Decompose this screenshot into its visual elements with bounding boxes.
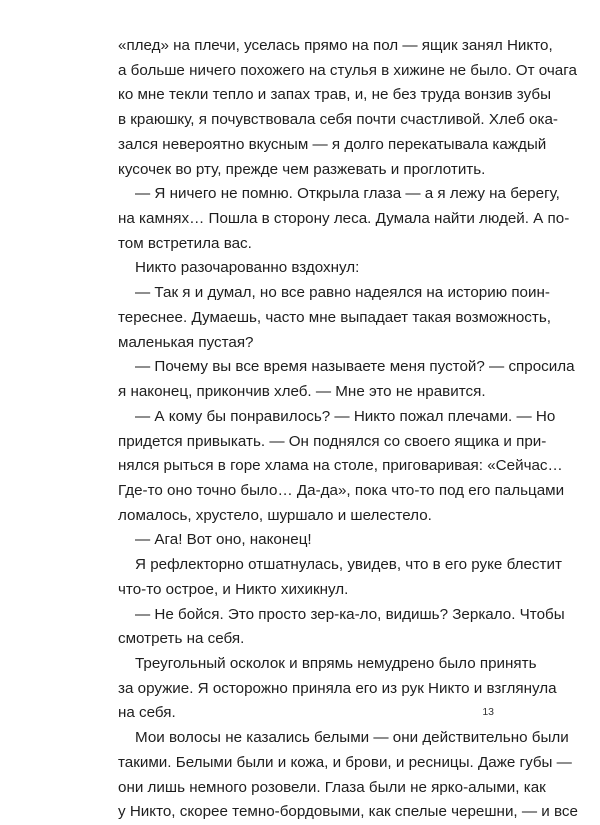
text-line: за оружие. Я осторожно приняла его из рук Никто и взглянула — [118, 679, 557, 697]
text-line: на камнях… Пошла в сторону леса. Думала найти людей. А по- — [118, 210, 570, 228]
text-line: тереснее. Думаешь, часто мне выпадает такая возможность, — [118, 308, 551, 326]
text-line: нялся рыться в горе хлама на столе, приговаривая: «Сейчас… — [118, 457, 563, 475]
text-line: Я рефлекторно отшатнулась, увидев, что в его руке блестит — [135, 556, 562, 574]
text-line: — Я ничего не помню. Открыла глаза — а я лежу на берегу, — [135, 185, 560, 203]
text-line: кусочек во рту, прежде чем разжевать и проглотить. — [118, 160, 486, 178]
text-line: смотреть на себя. — [118, 630, 245, 648]
text-line: у Никто, скорее темно-бордовыми, как спелые черешни, — и все — [118, 803, 578, 821]
text-line: ломалось, хрустело, шуршало и шелестело. — [118, 506, 432, 524]
text-line: Мои волосы не казались белыми — они действительно были — [135, 729, 569, 747]
text-line: в краюшку, я почувствовала себя почти счастливой. Хлеб ока- — [118, 111, 558, 129]
text-line: Треугольный осколок и впрямь немудрено было принять — [135, 654, 537, 672]
text-line: я наконец, прикончив хлеб. — Мне это не нравится. — [118, 383, 486, 401]
text-line: а больше ничего похожего на стулья в хижине не было. От очага — [118, 61, 577, 79]
text-line: такими. Белыми были и кожа, и брови, и ресницы. Даже губы — — [118, 753, 572, 771]
text-line: — Не бойся. Это просто зер-ка-ло, видишь? Зеркало. Чтобы — [135, 605, 565, 623]
text-line: придется привыкать. — Он поднялся со своего ящика и при- — [118, 432, 547, 450]
text-line: что-то острое, и Никто хихикнул. — [118, 580, 349, 598]
page-number: 13 — [482, 706, 494, 718]
text-line: «плед» на плечи, уселась прямо на пол — ящик занял Никто, — [118, 37, 553, 54]
text-line: они лишь немного розовели. Глаза были не ярко-алыми, как — [118, 778, 546, 796]
text-line: Где-то оно точно было… Да-да», пока что-то под его пальцами — [118, 481, 565, 499]
body-text — [118, 34, 578, 825]
text-line: зался невероятно вкусным — я долго перекатывала каждый — [118, 135, 547, 153]
text-line: — Почему вы все время называете меня пустой? — спросила — [135, 358, 575, 376]
text-line: том встретила вас. — [118, 234, 252, 252]
text-line: на себя. — [118, 704, 176, 722]
text-line: ко мне текли тепло и запах трав, и, не без труда вонзив зубы — [118, 86, 551, 104]
text-line: — Так я и думал, но все равно надеялся на историю поин- — [135, 284, 550, 302]
text-line: — Ага! Вот оно, наконец! — [135, 531, 312, 549]
text-line: — А кому бы понравилось? — Никто пожал плечами. — Но — [135, 407, 556, 425]
text-line: Никто разочарованно вздохнул: — [135, 259, 360, 277]
text-line: маленькая пустая? — [118, 333, 254, 351]
